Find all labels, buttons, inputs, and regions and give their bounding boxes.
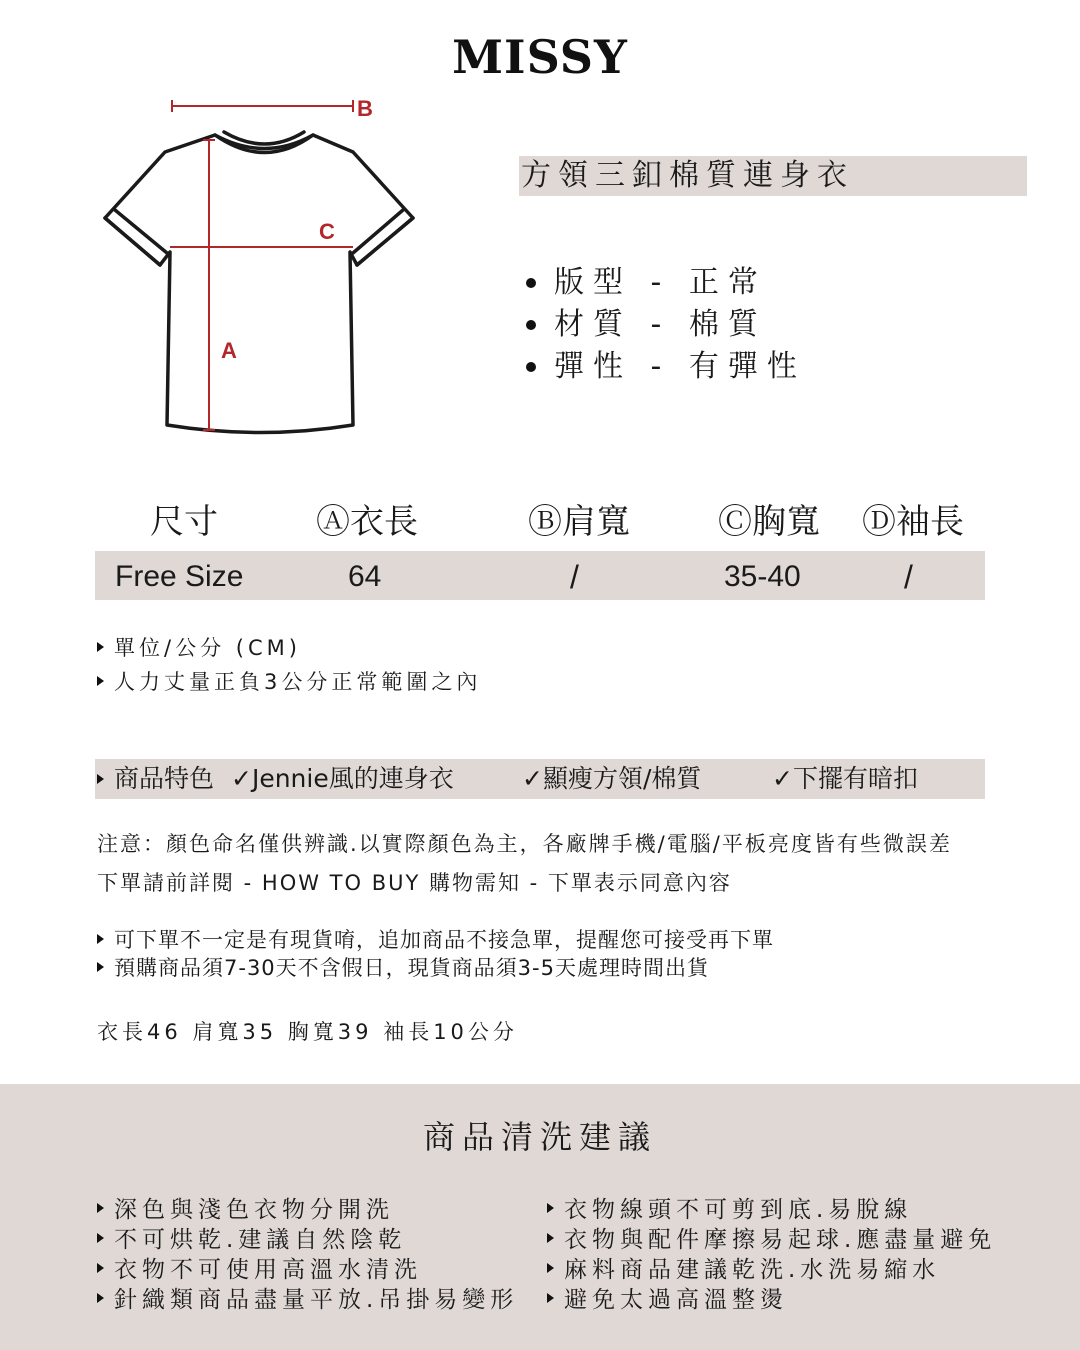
triangle-bullet-icon xyxy=(97,1203,104,1213)
wash-item: 衣物與配件摩擦易起球.應盡量避免 xyxy=(547,1221,996,1254)
features-label: 商品特色 xyxy=(97,762,214,796)
label-b: B xyxy=(357,96,373,121)
triangle-bullet-icon xyxy=(547,1233,554,1243)
table-header-size: 尺寸 xyxy=(150,502,218,542)
triangle-bullet-icon xyxy=(97,962,104,972)
attention-text: 下單請前詳閱 - HOW TO BUY 購物需知 - 下單表示同意內容 xyxy=(97,871,732,895)
product-title: 方領三釦棉質連身衣 xyxy=(521,158,854,193)
table-cell-shoulder: / xyxy=(570,559,579,595)
triangle-bullet-icon xyxy=(97,1293,104,1303)
note-tolerance: 人力丈量正負3公分正常範圍之內 xyxy=(97,666,481,696)
triangle-bullet-icon xyxy=(547,1203,554,1213)
triangle-bullet-icon xyxy=(97,676,104,686)
label-c: C xyxy=(319,219,335,244)
table-header-shoulder: Ⓑ肩寬 xyxy=(528,502,630,542)
wash-item: 針織類商品盡量平放.吊掛易變形 xyxy=(97,1281,518,1314)
wash-item: 深色與淺色衣物分開洗 xyxy=(97,1191,394,1224)
table-cell-sleeve: / xyxy=(904,559,913,595)
triangle-bullet-icon xyxy=(97,934,104,944)
brand-logo: MISSY xyxy=(452,30,628,84)
feature-item: ✓顯瘦方領/棉質 xyxy=(522,764,702,793)
spec-item: 彈性 - 有彈性 xyxy=(526,346,806,388)
note-unit: 單位/公分 (CM) xyxy=(97,632,301,662)
table-header-chest: Ⓒ胸寬 xyxy=(718,502,820,542)
spec-item: 版型 - 正常 xyxy=(526,262,806,304)
wash-item: 衣物線頭不可剪到底.易脫線 xyxy=(547,1191,912,1224)
bullet-icon xyxy=(526,278,536,288)
attention-text: 注意：顏色命名僅供辨識.以實際顏色為主，各廠牌手機/電腦/平板亮度皆有些微誤差 xyxy=(97,832,952,856)
table-cell-length: 64 xyxy=(348,560,382,593)
wash-item: 麻料商品建議乾洗.水洗易縮水 xyxy=(547,1251,940,1284)
feature-item: ✓Jennie風的連身衣 xyxy=(231,764,454,793)
triangle-bullet-icon xyxy=(97,774,104,784)
triangle-bullet-icon xyxy=(547,1263,554,1273)
wash-item: 不可烘乾.建議自然陰乾 xyxy=(97,1221,406,1254)
bullet-icon xyxy=(526,362,536,372)
triangle-bullet-icon xyxy=(97,1263,104,1273)
dimensions-text: 衣長46 肩寬35 胸寬39 袖長10公分 xyxy=(97,1020,518,1044)
table-header-sleeve: Ⓓ袖長 xyxy=(862,502,964,542)
wash-title: 商品清洗建議 xyxy=(422,1118,657,1156)
wash-item: 衣物不可使用高溫水清洗 xyxy=(97,1251,422,1284)
table-cell-size: Free Size xyxy=(115,560,244,593)
triangle-bullet-icon xyxy=(97,642,104,652)
preorder-note: 預購商品須7-30天不含假日，現貨商品須3-5天處理時間出貨 xyxy=(97,952,709,982)
table-header-length: Ⓐ衣長 xyxy=(316,502,418,542)
label-a: A xyxy=(221,338,237,363)
spec-item: 材質 - 棉質 xyxy=(526,304,806,346)
feature-item: ✓下擺有暗扣 xyxy=(772,764,918,793)
triangle-bullet-icon xyxy=(547,1293,554,1303)
triangle-bullet-icon xyxy=(97,1233,104,1243)
preorder-note: 可下單不一定是有現貨唷，追加商品不接急單，提醒您可接受再下單 xyxy=(97,924,774,954)
wash-item: 避免太過高溫整燙 xyxy=(547,1281,788,1314)
table-cell-chest: 35-40 xyxy=(724,560,801,593)
spec-list xyxy=(526,262,806,388)
tshirt-measurement-diagram xyxy=(95,90,435,450)
bullet-icon xyxy=(526,320,536,330)
